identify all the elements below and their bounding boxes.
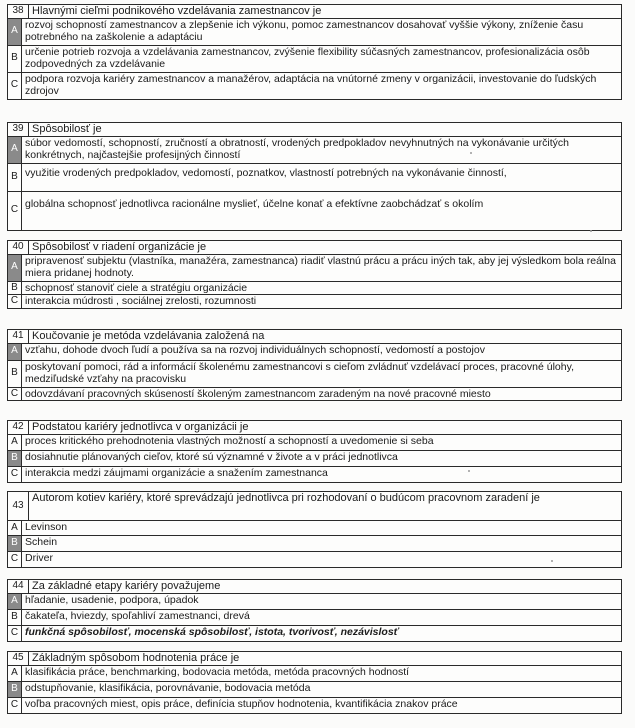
- option-letter: A: [8, 255, 22, 281]
- question-block-45: [7, 651, 622, 714]
- option-text: podpora rozvoja kariéry zamestnancov a manažérov, adaptácia na vnútorné zmeny v organizácii, investovanie do ľudských zdrojov: [25, 72, 597, 97]
- option-text: klasifikácia práce, benchmarking, bodovacia metóda, metóda pracovných hodností: [25, 665, 410, 678]
- question-block-39: [7, 122, 622, 231]
- option-letter: C: [8, 73, 22, 99]
- option-row-c[interactable]: [8, 191, 621, 230]
- option-text: odstupňovanie, klasifikácia, porovnávanie, bodovacia metóda: [25, 681, 311, 694]
- question-text: Spôsobilosť v riadení organizácie je: [32, 241, 207, 253]
- option-text: súbor vedomostí, schopností, zručností a obratností, vrodených predpokladov nevyhnutných na vykonávanie určitých konkrétnych, najčastejšie profesijných činností: [25, 136, 569, 161]
- question-header: [8, 241, 621, 254]
- question-header: [8, 5, 621, 18]
- question-header: [8, 652, 621, 665]
- option-row-a[interactable]: [8, 254, 621, 281]
- question-text: Hlavnými cieľmi podnikového vzdelávania zamestnancov je: [32, 5, 322, 17]
- question-number: 38: [8, 5, 29, 18]
- option-letter: C: [8, 626, 22, 641]
- option-letter: C: [8, 467, 22, 482]
- option-row-c[interactable]: [8, 625, 621, 641]
- question-text: Koučovanie je metóda vzdelávania založená na: [32, 330, 265, 342]
- option-row-b[interactable]: [8, 360, 621, 387]
- option-text: rozvoj schopností zamestnancov a zlepšenie ich výkonu, pomoc zamestnancov dosahovať vyššie výkony, zníženie času potrebného na zaškolenie a adaptáciu: [25, 18, 584, 43]
- option-row-a[interactable]: [8, 593, 621, 609]
- scan-speck: [551, 560, 553, 562]
- option-letter: B: [8, 610, 22, 625]
- option-letter: A: [8, 666, 22, 681]
- option-row-b[interactable]: [8, 450, 621, 466]
- question-block-40: [7, 240, 622, 309]
- option-row-a[interactable]: [8, 343, 621, 360]
- question-block-43: [7, 491, 622, 568]
- question-header: [8, 580, 621, 593]
- option-letter: A: [8, 19, 22, 45]
- option-text: interakcia medzi záujmami organizácie a snažením zamestnanca: [25, 466, 328, 479]
- option-text: Levinson: [25, 521, 68, 533]
- option-row-a[interactable]: [8, 136, 621, 163]
- question-text: Autorom kotiev kariéry, ktoré sprevádzajú jednotlivca pri rozhodovaní o budúcom pracovnom zaradení je: [32, 492, 540, 504]
- option-text: Schein: [25, 536, 58, 548]
- question-header: [8, 330, 621, 343]
- option-text: poskytovaní pomoci, rád a informácií školenému zamestnancovi s cieľom zvládnuť vzdelávací proces, pracovné úlohy, medziľudské vzťahy na pracovisku: [25, 360, 574, 385]
- option-letter: B: [8, 361, 22, 387]
- question-number: 41: [8, 330, 29, 343]
- option-text: funkčná spôsobilosť, mocenská spôsobilosť, istota, tvorivosť, nezávislosť: [25, 625, 399, 638]
- option-letter: B: [8, 282, 22, 295]
- option-letter: A: [8, 521, 22, 535]
- option-letter: B: [8, 451, 22, 466]
- option-letter: C: [8, 552, 22, 567]
- question-text: Podstatou kariéry jednotlivca v organizácii je: [32, 421, 249, 433]
- option-letter: C: [8, 698, 22, 713]
- option-row-c[interactable]: [8, 466, 621, 482]
- option-row-b[interactable]: [8, 45, 621, 72]
- option-letter: A: [8, 594, 22, 609]
- option-letter: C: [8, 388, 22, 401]
- option-letter: A: [8, 344, 22, 360]
- question-number: 43: [8, 492, 29, 520]
- option-text: proces kritického prehodnotenia vlastných možností a schopností a uvedomenie si seba: [25, 434, 434, 447]
- option-text: určenie potrieb rozvoja a vzdelávania zamestnancov, zvýšenie flexibility súčasných zamestnancov, profesionalizácia osôb zodpovedných za vzdelávanie: [25, 45, 590, 70]
- option-letter: A: [8, 435, 22, 450]
- option-row-c[interactable]: [8, 387, 621, 401]
- scan-speck: [470, 152, 472, 154]
- option-text: čakateľa, hviezdy, spoľahliví zamestnanci, drevá: [25, 609, 250, 622]
- question-block-44: [7, 579, 622, 642]
- option-row-a[interactable]: [8, 665, 621, 681]
- question-text: Za základné etapy kariéry považujeme: [32, 580, 221, 592]
- question-number: 42: [8, 421, 29, 434]
- option-text: hľadanie, usadenie, podpora, úpadok: [25, 593, 199, 606]
- option-letter: B: [8, 164, 22, 191]
- option-row-c[interactable]: [8, 72, 621, 99]
- question-header: [8, 123, 621, 136]
- question-number: 44: [8, 580, 29, 593]
- option-text: globálna schopnosť jednotlivca racionálne myslieť, účelne konať a efektívne zaobchádzať s okolím: [25, 197, 484, 210]
- option-letter: B: [8, 46, 22, 72]
- option-row-b[interactable]: [8, 535, 621, 551]
- option-row-c[interactable]: [8, 294, 621, 308]
- question-text: Spôsobilosť je: [32, 123, 102, 135]
- option-row-c[interactable]: [8, 551, 621, 567]
- option-text: Driver: [25, 552, 53, 564]
- option-text: pripravenosť subjektu (vlastníka, manažéra, zamestnanca) riadiť vlastnú prácu a prácu iných tak, aby jej výsledkom bola reálna miera pridanej hodnoty.: [25, 254, 616, 279]
- option-row-b[interactable]: [8, 609, 621, 625]
- option-row-a[interactable]: [8, 520, 621, 535]
- option-text: dosiahnutie plánovaných cieľov, ktoré sú významné v živote a v práci jednotlivca: [25, 450, 398, 463]
- option-letter: A: [8, 137, 22, 163]
- question-number: 39: [8, 123, 29, 136]
- option-letter: C: [8, 192, 22, 230]
- option-text: interakcia múdrosti , sociálnej zrelosti, rozumnosti: [25, 295, 257, 307]
- option-text: využitie vrodených predpokladov, vedomostí, poznatkov, vlastností potrebných na vykonávanie činností,: [25, 166, 507, 179]
- question-block-38: [7, 4, 622, 100]
- option-row-b[interactable]: [8, 281, 621, 295]
- option-text: schopnosť stanoviť ciele a stratégiu organizácie: [25, 281, 248, 294]
- scan-speck: [468, 470, 470, 472]
- option-letter: C: [8, 295, 22, 308]
- option-text: vzťahu, dohode dvoch ľudí a používa sa na rozvoj individuálnych schopností, vedomostí a postojov: [25, 343, 485, 356]
- option-letter: B: [8, 682, 22, 697]
- option-letter: B: [8, 536, 22, 551]
- question-number: 45: [8, 652, 29, 665]
- question-text: Základným spôsobom hodnotenia práce je: [32, 652, 240, 664]
- option-text: odovzdávaní pracovných skúseností školeným zamestnancom zaradeným na nové pracovné miesto: [25, 387, 491, 400]
- option-text: voľba pracovných miest, opis práce, definícia stupňov hodnotenia, kvantifikácia znakov práce: [25, 697, 458, 710]
- question-header: [8, 492, 621, 520]
- scan-speck: [590, 230, 592, 232]
- option-row-a[interactable]: [8, 434, 621, 450]
- question-number: 40: [8, 241, 29, 254]
- option-row-b[interactable]: [8, 681, 621, 697]
- question-block-41: [7, 329, 622, 401]
- question-header: [8, 421, 621, 434]
- option-row-a[interactable]: [8, 18, 621, 45]
- option-row-c[interactable]: [8, 697, 621, 713]
- question-block-42: [7, 420, 622, 483]
- option-row-b[interactable]: [8, 163, 621, 191]
